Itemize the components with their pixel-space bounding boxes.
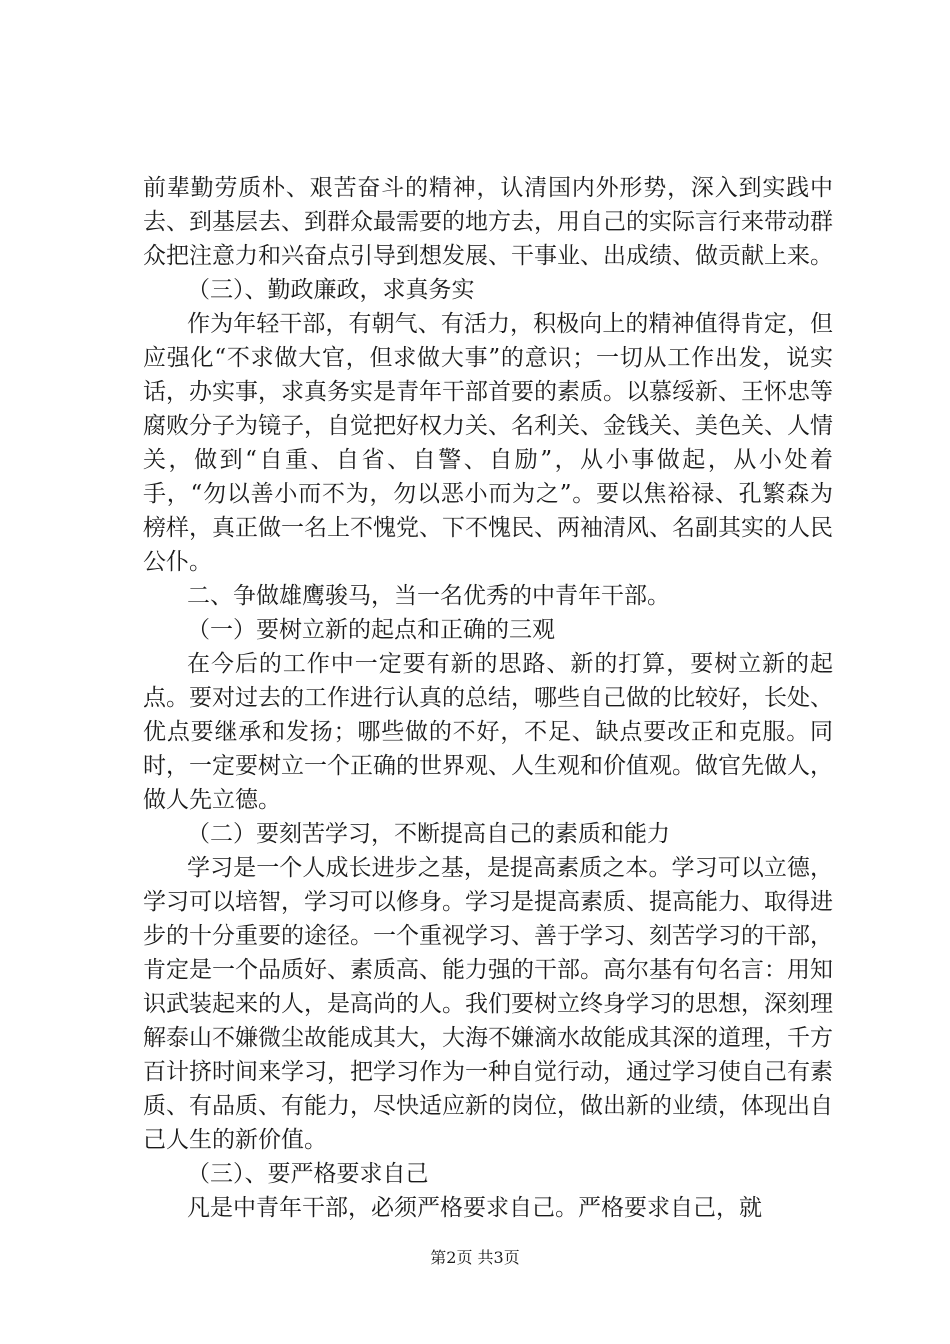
paragraph: （二）要刻苦学习，不断提高自己的素质和能力	[187, 821, 670, 847]
paragraph: 二、争做雄鹰骏马，当一名优秀的中青年干部。	[187, 583, 670, 609]
paragraph: （三）、要严格要求自己	[187, 1161, 429, 1187]
paragraph: 学习是一个人成长进步之基，是提高素质之本。学习可以立德，学习可以培智，学习可以修身。学习是提高素质、提高能力、取得进步的十分重要的途径。一个重视学习、善于学习、刻苦学习的干部，肯定是一个品质好、素质高、能力强的干部。高尔基有句名言：用知识武装起来的人，是高尚的人。我们要树立终身学习的思想，深刻理解泰山不嫌微尘故能成其大，大海不嫌滴水故能成其深的道理，千方百计挤时间来学习，把学习作为一种自觉行动，通过学习使自己有素质、有品质、有能力，尽快适应新的岗位，做出新的业绩，体现出自己人生的新价值。	[143, 855, 833, 1153]
paragraph: （三）、勤政廉政，求真务实	[187, 277, 475, 303]
document-body	[143, 171, 833, 1225]
paragraph: 前辈勤劳质朴、艰苦奋斗的精神，认清国内外形势，深入到实践中去、到基层去、到群众最需要的地方去，用自己的实际言行来带动群众把注意力和兴奋点引导到想发展、干事业、出成绩、做贡献上来。	[143, 175, 833, 269]
paragraph: 在今后的工作中一定要有新的思路、新的打算，要树立新的起点。要对过去的工作进行认真的总结，哪些自己做的比较好，长处、优点要继承和发扬；哪些做的不好，不足、缺点要改正和克服。同时，一定要树立一个正确的世界观、人生观和价值观。做官先做人，做人先立德。	[143, 651, 833, 813]
paragraph: 作为年轻干部，有朝气、有活力，积极向上的精神值得肯定，但应强化“不求做大官，但求做大事”的意识；一切从工作出发，说实话，办实事，求真务实是青年干部首要的素质。以慕绥新、王怀忠等腐败分子为镜子，自觉把好权力关、名利关、金钱关、美色关、人情关，做到“自重、自省、自警、自励”，从小事做起，从小处着手，“勿以善小而不为，勿以恶小而为之”。要以焦裕禄、孔繁森为榜样，真正做一名上不愧党、下不愧民、两袖清风、名副其实的人民公仆。	[143, 311, 833, 575]
paragraph: 凡是中青年干部，必须严格要求自己。严格要求自己，就	[187, 1195, 762, 1221]
page-footer: 第2页 共3页	[430, 1248, 520, 1267]
paragraph: （一）要树立新的起点和正确的三观	[187, 617, 555, 643]
